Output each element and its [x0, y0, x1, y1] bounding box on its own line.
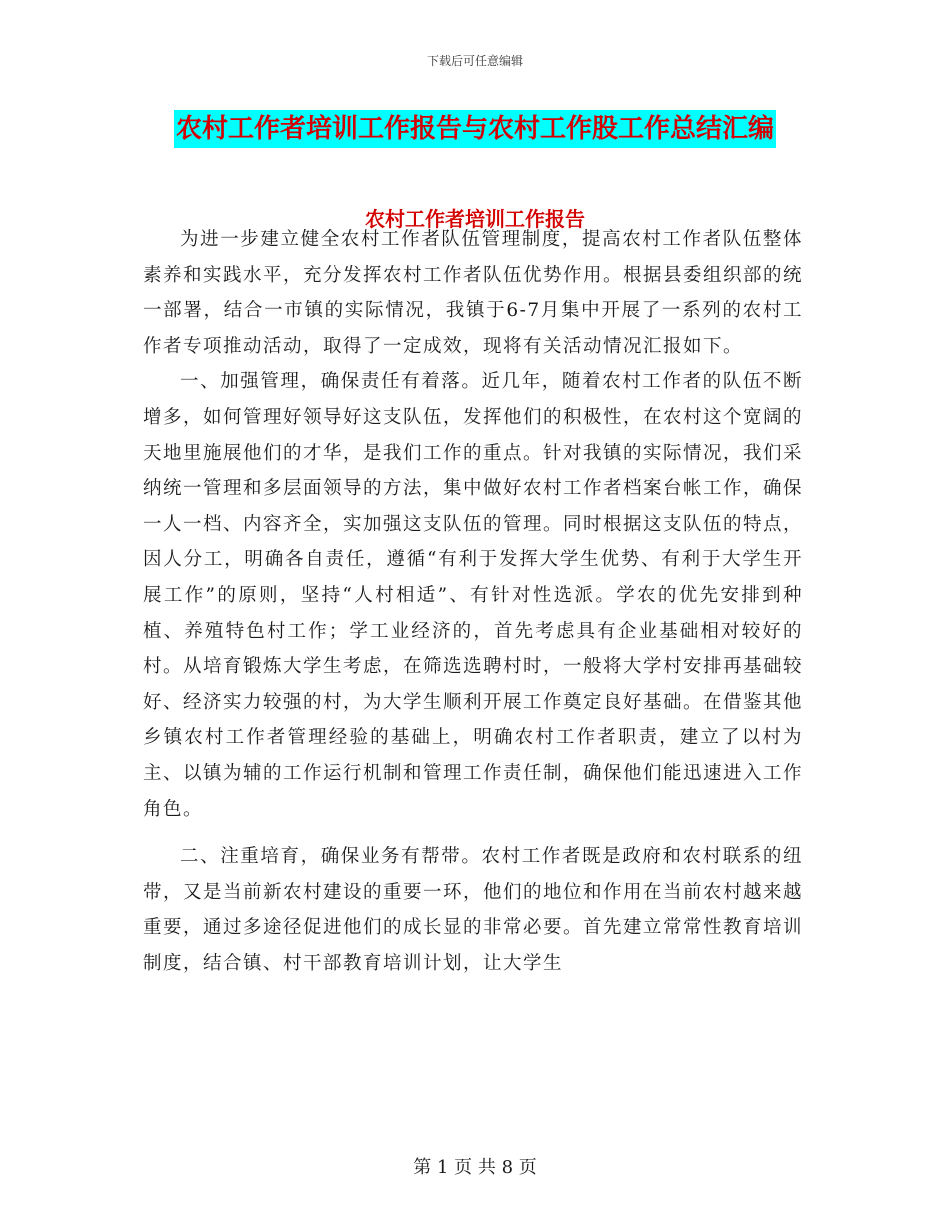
page-header-note: 下载后可任意编辑: [426, 54, 523, 68]
document-body: [143, 222, 803, 981]
document-title: 农村工作者培训工作报告与农村工作股工作总结汇编: [174, 110, 776, 148]
section-title: 农村工作者培训工作报告: [365, 207, 585, 231]
paragraph-training: 二、注重培育，确保业务有帮带。农村工作者既是政府和农村联系的纽带，又是当前新农村建设的重要一环，他们的地位和作用在当前农村越来越重要，通过多途径促进他们的成长显的非常必要。首先建立常常性教育培训制度，结合镇、村干部教育培训计划，让大学生: [143, 846, 804, 974]
page-footer-number: 第 1 页 共 8 页: [413, 1157, 537, 1178]
paragraph-intro: 为进一步建立健全农村工作者队伍管理制度，提高农村工作者队伍整体素养和实践水平，充分发挥农村工作者队伍优势作用。根据县委组织部的统一部署，结合一市镇的实际情况，我镇于6-7月集中开展了一系列的农村工作者专项推动活动，取得了一定成效，现将有关活动情况汇报如下。: [143, 229, 804, 357]
paragraph-management: 一、加强管理，确保责任有着落。近几年，随着农村工作者的队伍不断增多，如何管理好领导好这支队伍，发挥他们的积极性，在农村这个宽阔的天地里施展他们的才华，是我们工作的重点。针对我镇的实际情况，我们采纳统一管理和多层面领导的方法，集中做好农村工作者档案台帐工作，确保一人一档、内容齐全，实加强这支队伍的管理。同时根据这支队伍的特点，因人分工，明确各自责任，遵循“有利于发挥大学生优势、有利于大学生开展工作”的原则，坚持“人村相适”、有针对性选派。学农的优先安排到种植、养殖特色村工作；学工业经济的，首先考虑具有企业基础相对较好的村。从培育锻炼大学生考虑，在筛选选聘村时，一般将大学村安排再基础较好、经济实力较强的村，为大学生顺利开展工作奠定良好基础。在借鉴其他乡镇农村工作者管理经验的基础上，明确农村工作者职责，建立了以村为主、以镇为辅的工作运行机制和管理工作责任制，确保他们能迅速进入工作角色。: [143, 371, 804, 820]
document-title-container: [0, 110, 950, 148]
